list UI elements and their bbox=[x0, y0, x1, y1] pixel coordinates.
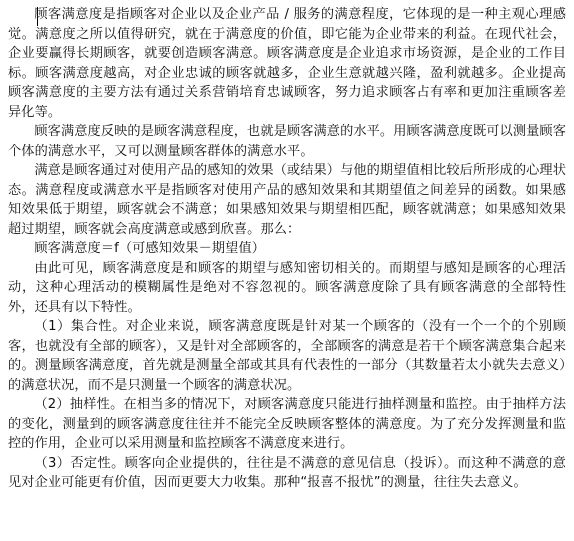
document-body[interactable] bbox=[8, 5, 566, 493]
paragraph-negativity: （3）否定性。顾客向企业提供的，往往是不满意的意见信息（投诉）。而这种不满意的意见对企业可能更有价值，因而更要大力收集。那种“报喜不报忧”的测量，往往失去意义。 bbox=[8, 455, 566, 490]
satisfaction-formula: 顾客满意度＝f（可感知效果－期望值） bbox=[34, 241, 266, 256]
paragraph-sampling: （2）抽样性。在相当多的情况下，对顾客满意度只能进行抽样测量和监控。由于抽样方法的变化，测量到的顾客满意度往往并不能完全反映顾客整体的满意度。为了充分发挥测量和监控的作用，企业可以采用测量和监控顾客不满意度来进行。 bbox=[8, 397, 566, 451]
paragraph-collectivity: （1）集合性。对企业来说，顾客满意度既是针对某一个顾客的（没有一个一个的个别顾客，也就没有全部的顾客），又是针对全部顾客的，全部顾客的满意是若干个顾客满意集合起来的。测量顾客满意度，首先就是测量全部或其具有代表性的一部分（其数量若太小就失去意义）的满意状况，而不是只测量一个顾客的满意状况。 bbox=[8, 319, 566, 393]
paragraph-satisfaction-state: 满意是顾客通过对使用产品的感知的效果（或结果）与他的期望值相比较后所形成的心理状态。满意程度或满意水平是指顾客对使用产品的感知效果和其期望值之间差异的函数。如果感知效果低于期望，顾客就会不满意；如果感知效果与期望相匹配，顾客就满意；如果感知效果超过期望，顾客就会高度满意或感到欣喜。那么： bbox=[8, 163, 566, 237]
paragraph-reflection: 顾客满意度反映的是顾客满意程度，也就是顾客满意的水平。用顾客满意度既可以测量顾客个体的满意水平，又可以测量顾客群体的满意水平。 bbox=[8, 124, 566, 159]
paragraph-definition: 顾客满意度是指顾客对企业以及企业产品 / 服务的满意程度，它体现的是一种主观心理感觉。满意度之所以值得研究，就在于满意度的价值，即它能为企业带来的利益。在现代社会，企业要赢得长期顾客，就要创造顾客满意。顾客满意度是企业追求市场资源，是企业的工作目标。顾客满意度越高，对企业忠诚的顾客就越多，企业生意就越兴隆，盈利就越多。企业提高顾客满意度的主要方法有通过关系营销培育忠诚顾客，努力追求顾客占有率和更加注重顾客差异化等。 bbox=[8, 7, 566, 120]
paragraph-characteristics-intro: 由此可见，顾客满意度是和顾客的期望与感知密切相关的。而期望与感知是顾客的心理活动，这种心理活动的模糊属性是绝对不容忽视的。顾客满意度除了具有顾客满意的全部特性外，还具有以下特性。 bbox=[8, 260, 566, 315]
